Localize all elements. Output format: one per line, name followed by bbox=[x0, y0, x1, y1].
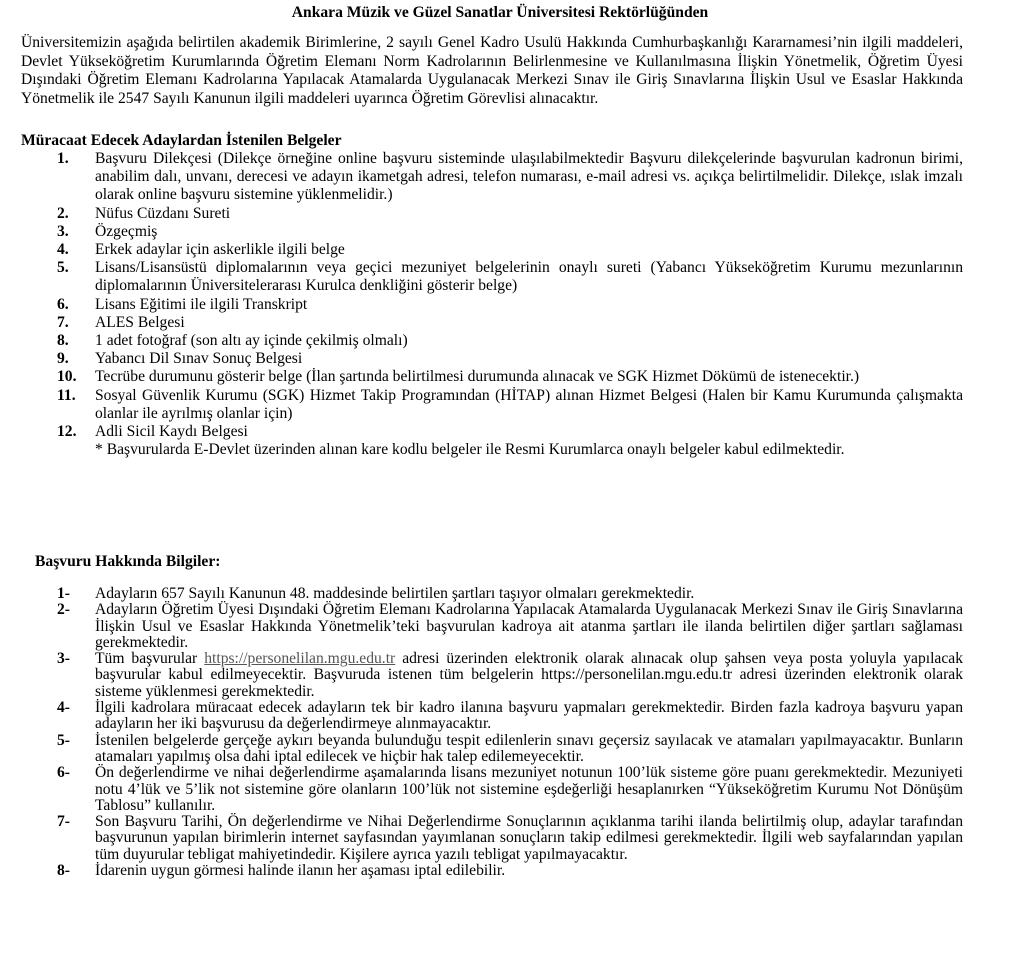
item-number: 4- bbox=[57, 699, 70, 717]
application-site-link[interactable]: https://personelilan.mgu.edu.tr bbox=[204, 650, 396, 668]
item-text: İdarenin uygun görmesi halinde ilanın her aşaması iptal edilebilir. bbox=[95, 862, 506, 880]
list-item bbox=[21, 765, 963, 814]
item-text: Yabancı Dil Sınav Sonuç Belgesi bbox=[95, 350, 303, 368]
item-text: ALES Belgesi bbox=[95, 313, 185, 331]
item-text: Nüfus Cüzdanı Sureti bbox=[95, 204, 231, 222]
item-number: 11. bbox=[57, 386, 76, 404]
list-item bbox=[21, 700, 963, 733]
list-item bbox=[21, 602, 963, 651]
list-item bbox=[21, 863, 963, 879]
item-text: Sosyal Güvenlik Kurumu (SGK) Hizmet Takip Programından (HİTAP) alınan Hizmet Belgesi (Halen bir Kamu Kurumunda çalışmakta olanlar ile ayrılmış olanlar için) bbox=[95, 386, 963, 422]
application-info-heading: Başvuru Hakkında Bilgiler: bbox=[35, 553, 221, 570]
list-item bbox=[21, 733, 963, 766]
item-text: Başvuru Dilekçesi (Dilekçe örneğine online başvuru sisteminde ulaşılabilmektedir Başvuru dilekçelerinde başvurulan kadronun birimi, anabilim dalı, unvanı, derecesi ve adayın ikametgah adresi, telefon numarası, e-mail adresi vs. açıkça belirtilmelidir. Dilekçe, ıslak imzalı olarak online başvuru sistemine yüklenmelidir.) bbox=[95, 150, 963, 204]
item-text-after-link: adresi üzerinden elektronik olarak alınacak olup şahsen veya posta yoluyla yapılacak başvurular kabul edilmeyecektir. Başvuruda istenen tüm belgelerin https://personelilan.mgu.edu.tr adresi üzerinden elektronik olarak sisteme yüklenmesi gerekmektedir. bbox=[95, 650, 963, 700]
item-number: 8- bbox=[57, 862, 70, 880]
list-item bbox=[21, 296, 963, 314]
item-number: 3- bbox=[57, 650, 70, 668]
documents-note: * Başvurularda E-Devlet üzerinden alınan kare kodlu belgeler ile Resmi Kurumlarca onaylı belgeler kabul edilmektedir. bbox=[95, 441, 845, 459]
list-item bbox=[21, 651, 963, 700]
list-item bbox=[21, 423, 963, 441]
item-number: 2. bbox=[57, 204, 69, 222]
list-item bbox=[21, 814, 963, 863]
item-number: 7. bbox=[57, 313, 69, 331]
item-text: Tecrübe durumunu gösterir belge (İlan şartında belirtilmesi durumunda alınacak ve SGK Hizmet Dökümü de istenecektir.) bbox=[95, 368, 860, 386]
item-number: 1. bbox=[57, 150, 69, 167]
item-number: 5. bbox=[57, 259, 69, 277]
item-text: Ön değerlendirme ve nihai değerlendirme aşamalarında lisans mezuniyet notunun 100’lük sisteme göre puanı gerekmektedir. Mezuniyeti notu 4’lük ve 5’lik not sistemine göre olanların 100’lük not sistemine eşdeğerliği hesaplanırken “Yükseköğretim Kurumu Not Dönüşüm Tablosu” kullanılır. bbox=[95, 764, 963, 814]
item-text: 1 adet fotoğraf (son altı ay içinde çekilmiş olmalı) bbox=[95, 332, 408, 350]
item-number: 2- bbox=[57, 601, 70, 619]
required-documents-heading: Müracaat Edecek Adaylardan İstenilen Belgeler bbox=[21, 132, 342, 149]
item-number: 5- bbox=[57, 731, 70, 749]
document-title: Ankara Müzik ve Güzel Sanatlar Üniversitesi Rektörlüğünden bbox=[291, 4, 709, 21]
item-text: İlgili kadrolara müracaat edecek adayların tek bir kadro ilanına başvuru yapmaları gerekmektedir. Birden fazla kadroya başvuru yapan adayların her iki başvurusu da değerlendirmeye alınmayacaktır. bbox=[95, 699, 963, 733]
item-number: 12. bbox=[57, 423, 77, 441]
item-number: 10. bbox=[57, 368, 77, 386]
list-item bbox=[21, 205, 963, 223]
item-text: Son Başvuru Tarihi, Ön değerlendirme ve Nihai Değerlendirme Sonuçlarının açıklanma tarihi ilanda belirtilmiş olup, adaylar tarafından başvurunun yapılan birimlerin internet sayfasından yayımlanan sonuçların takip edilmesi gerekmektedir. İlgili web sayfalarından yapılan tüm duyurular tebligat mahiyetindedir. Kişilere ayrıca yazılı tebligat yapılmayacaktır. bbox=[95, 813, 963, 863]
item-number: 4. bbox=[57, 241, 69, 259]
item-number: 1- bbox=[57, 585, 70, 602]
list-item bbox=[21, 314, 963, 332]
item-number: 7- bbox=[57, 813, 70, 831]
item-text: Lisans Eğitimi ile ilgili Transkript bbox=[95, 295, 308, 313]
item-text: İstenilen belgelerde gerçeğe aykırı beyanda bulunduğu tespit edilenlerin sınavı geçersiz sayılacak ve atamaları yapılmayacaktır. Bunların atamaları yapılmış olsa dahi iptal edilecek ve hiçbir hak talep edilemeyecektir. bbox=[95, 731, 963, 765]
item-text: Erkek adaylar için askerlikle ilgili belge bbox=[95, 241, 345, 259]
item-text: Özgeçmiş bbox=[95, 222, 158, 240]
list-item bbox=[21, 368, 963, 386]
item-number: 6- bbox=[57, 764, 70, 782]
list-item bbox=[21, 387, 963, 423]
required-documents-list bbox=[21, 150, 963, 459]
item-text: Adayların Öğretim Üyesi Dışındaki Öğretim Elemanı Kadrolarına Yapılacak Atamalarda Uygulanacak Merkezi Sınav ile Giriş Sınavlarına İlişkin Usul ve Esaslar Hakkında Yönetmelik’teki başvurulan kadroya ait atanma şartları ile ilanda belirtilen diğer şartları sağlaması gerekmektedir. bbox=[95, 601, 963, 651]
item-number: 8. bbox=[57, 332, 69, 350]
item-text-before-link: Tüm başvurular bbox=[95, 650, 205, 668]
item-number: 6. bbox=[57, 295, 69, 313]
item-text: Lisans/Lisansüstü diplomalarının veya geçici mezuniyet belgelerinin onaylı sureti (Yabancı Yükseköğretim Kurumu mezunlarının diplomalarının Üniversitelerarası Kurulca denkliğini gösterir belge) bbox=[95, 259, 963, 295]
list-item bbox=[21, 350, 963, 368]
list-item bbox=[21, 332, 963, 350]
intro-paragraph: Üniversitemizin aşağıda belirtilen akademik Birimlerine, 2 sayılı Genel Kadro Usulü Hakkında Cumhurbaşkanlığı Kararnamesi’nin ilgili maddeleri, Devlet Yükseköğretim Kurumlarında Öğretim Elemanı Norm Kadrolarının Belirlenmesine ve Kullanılmasına İlişkin Yönetmelik, Öğretim Üyesi Dışındaki Öğretim Elemanı Kadrolarına Yapılacak Atamalarda Uygulanacak Merkezi Sınav ile Giriş Sınavlarına İlişkin Usul ve Esaslar Hakkında Yönetmelik ile 2547 Sayılı Kanunun ilgili maddeleri uyarınca Öğretim Görevlisi alınacaktır. bbox=[21, 34, 963, 107]
list-item bbox=[21, 150, 963, 205]
list-item bbox=[21, 586, 963, 602]
item-number: 3. bbox=[57, 222, 69, 240]
list-item bbox=[21, 259, 963, 295]
item-text: Adli Sicil Kaydı Belgesi bbox=[95, 423, 248, 441]
list-item bbox=[21, 241, 963, 259]
item-number: 9. bbox=[57, 350, 69, 368]
application-info-list bbox=[21, 586, 963, 879]
list-item bbox=[21, 223, 963, 241]
item-text: Adayların 657 Sayılı Kanunun 48. maddesinde belirtilen şartları taşıyor olmaları gerekmektedir. bbox=[95, 585, 695, 602]
